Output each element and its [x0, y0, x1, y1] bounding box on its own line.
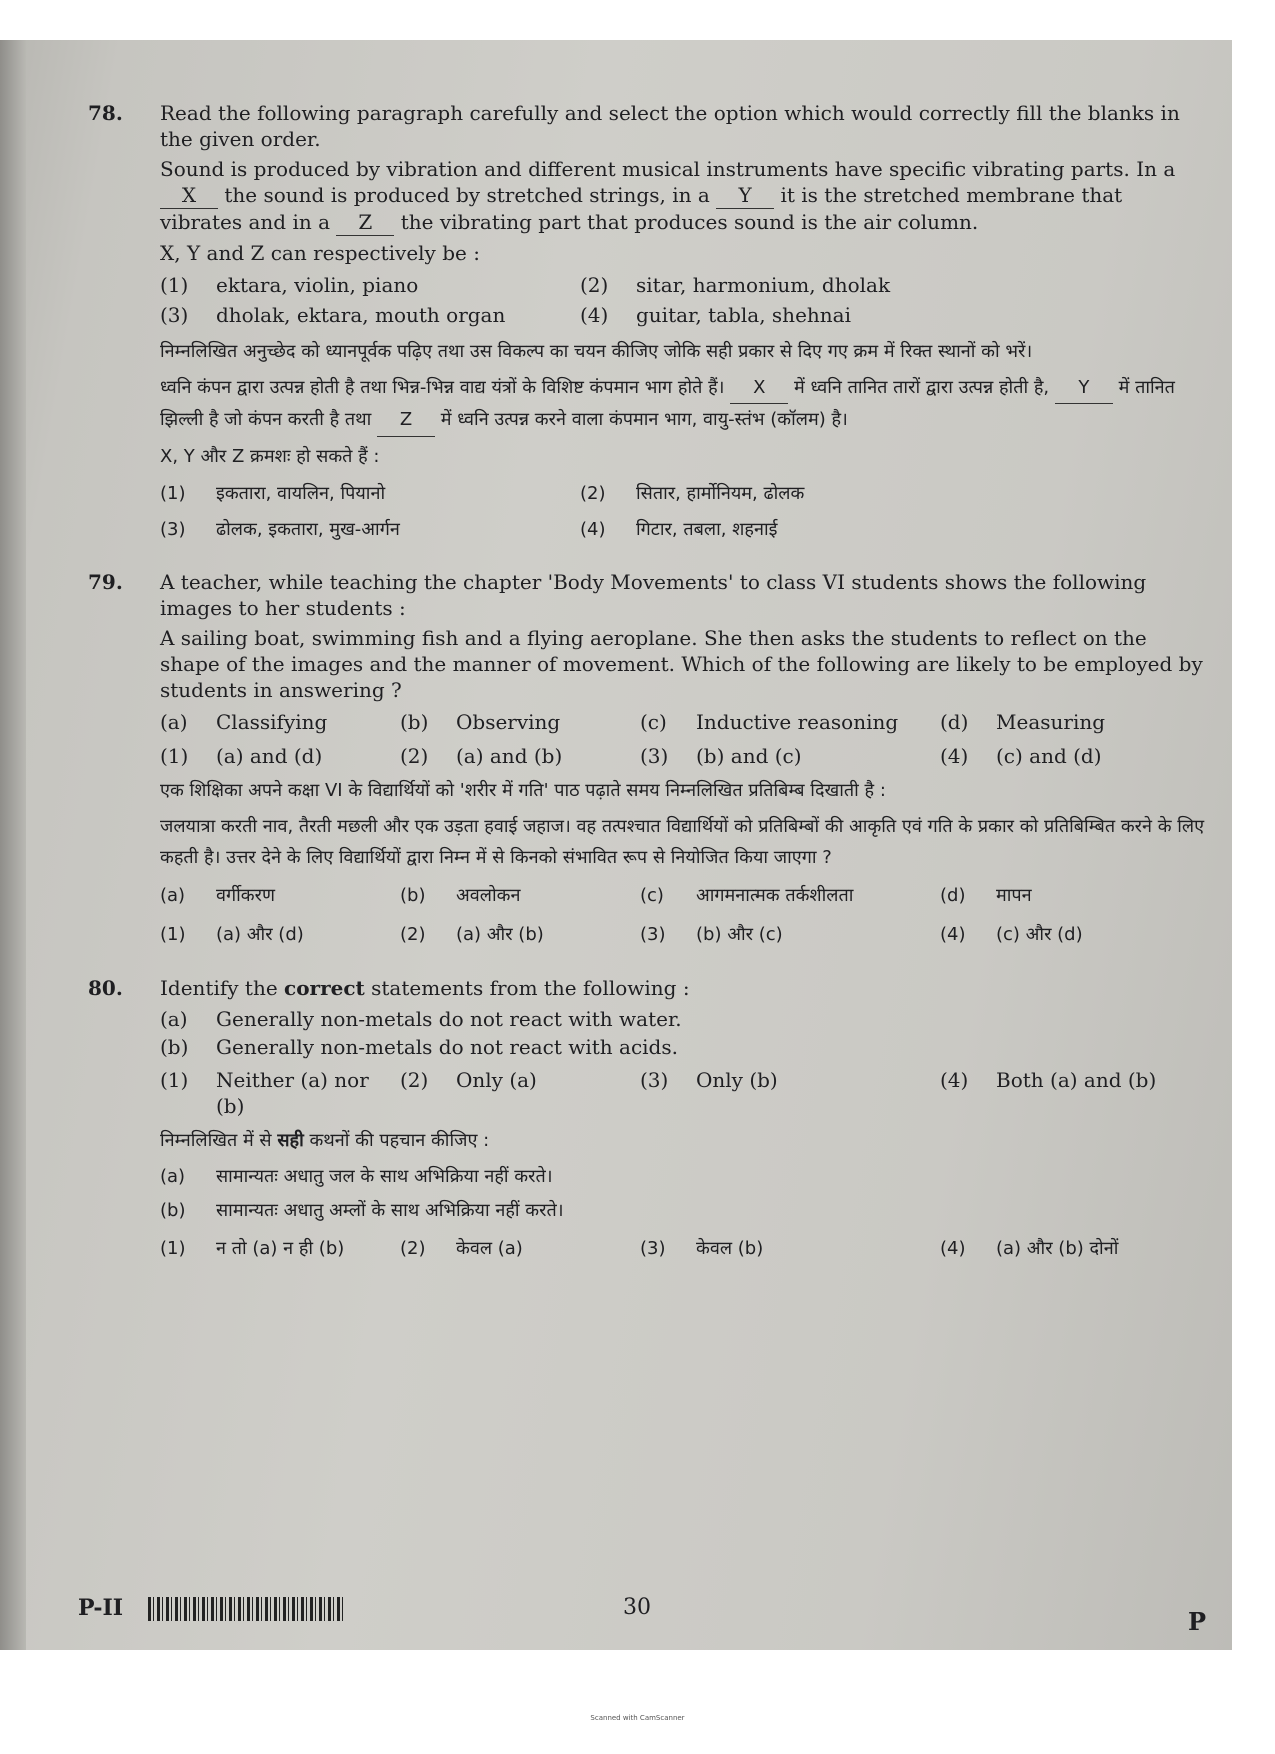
top-margin	[0, 0, 1275, 40]
options-hi	[160, 1231, 1210, 1267]
option: (1) ektara, violin, piano	[160, 273, 419, 297]
options-en	[160, 1065, 1210, 1121]
blank-z: Z	[377, 404, 435, 437]
option: (2) (a) and (b)	[400, 744, 563, 768]
stem-en: X, Y and Z can respectively be :	[160, 241, 480, 265]
blank-y: Y	[716, 182, 774, 209]
option: (2) sitar, harmonium, dholak	[580, 273, 891, 297]
items-hi	[160, 878, 1210, 914]
option: (1) न तो (a) न ही (b)	[160, 1238, 345, 1259]
options-en	[160, 741, 1210, 771]
option: (4) (c) और (d)	[940, 924, 1083, 945]
page-number: 30	[623, 1595, 651, 1620]
option: (3) ढोलक, इकतारा, मुख-आर्गन	[160, 518, 400, 540]
paragraph-en: Sound is produced by vibration and different musical instruments have specific vibrating parts. In a X the sound is produced by stretched strings, in a Y it is the stretched membrane that vibrates and in a Z the vibrating part that produces sound is the air column.	[160, 157, 1176, 234]
options-hi	[160, 917, 1210, 953]
option: (2) केवल (a)	[400, 1238, 523, 1259]
blank-z: Z	[336, 209, 394, 236]
item: (c) Inductive reasoning	[640, 710, 899, 734]
option: (4) Both (a) and (b)	[940, 1067, 1157, 1092]
blank-x: X	[160, 182, 218, 209]
instruction-hi: निम्नलिखित अनुच्छेद को ध्यानपूर्वक पढ़िए तथा उस विकल्प का चयन कीजिए जोकि सही प्रकार से दिए गए क्रम में रिक्त स्थानों को भरें।	[160, 341, 1033, 362]
option: (4) गिटार, तबला, शहनाई	[580, 518, 778, 540]
statements-hi	[160, 1160, 1210, 1227]
option: (1) इकतारा, वायलिन, पियानो	[160, 483, 386, 504]
question-number: 78.	[88, 101, 123, 125]
set-letter: P	[1188, 1607, 1207, 1636]
option: (4) (c) and (d)	[940, 744, 1102, 768]
statements-en	[160, 1005, 1210, 1061]
option: (1) (a) and (d)	[160, 744, 323, 768]
stem-hi: निम्नलिखित में से सही कथनों की पहचान कीजिए :	[160, 1129, 490, 1151]
item: (d) Measuring	[940, 710, 1106, 734]
option: (3) dholak, ektara, mouth organ	[160, 303, 506, 327]
barcode	[148, 1597, 344, 1621]
option: (4) (a) और (b) दोनों	[940, 1238, 1119, 1259]
text-hi-1: एक शिक्षिका अपने कक्षा VI के विद्यार्थियों को 'शरीर में गति' पाठ पढ़ाते समय निम्नलिखित प्रतिबिम्ब दिखाती है :	[160, 780, 886, 801]
text-en-1: A teacher, while teaching the chapter 'Body Movements' to class VI students shows the following images to her students :	[160, 570, 1147, 620]
options-en	[160, 270, 1210, 330]
text-en-2: A sailing boat, swimming fish and a flying aeroplane. She then asks the students to reflect on the shape of the images and the manner of movement. Which of the following are likely to be employed by students in answering ?	[160, 626, 1203, 702]
item: (a) वर्गीकरण	[160, 884, 276, 906]
question-79	[70, 569, 1210, 953]
scanned-page-photo	[0, 40, 1232, 1650]
question-number: 80.	[88, 975, 123, 1000]
instruction-en: Read the following paragraph carefully and select the option which would correctly fill the blanks in the given order.	[160, 101, 1180, 151]
option: (2) (a) और (b)	[400, 924, 544, 945]
blank-y: Y	[1055, 372, 1113, 405]
question-78	[70, 100, 1210, 547]
question-page	[70, 100, 1210, 1289]
option: (2) सितार, हार्मोनियम, ढोलक	[580, 483, 805, 504]
items-en	[160, 707, 1210, 737]
paragraph-hi: ध्वनि कंपन द्वारा उत्पन्न होती है तथा भिन्न-भिन्न वाद्य यंत्रों के विशिष्ट कंपमान भाग होते हैं। X में ध्वनि तानित तारों द्वारा उत्पन्न होती है, Y में तानित झिल्ली है जो कंपन करती है तथा Z में ध्वनि उत्पन्न करने वाला कंपमान भाग, वायु-स्तंभ (कॉलम) है।	[160, 372, 1210, 437]
stem-en: Identify the correct statements from the following :	[160, 975, 690, 1000]
option: (1) (a) और (d)	[160, 924, 304, 945]
question-number: 79.	[88, 570, 123, 594]
option: (4) guitar, tabla, shehnai	[580, 303, 851, 327]
option: (3) (b) और (c)	[640, 924, 783, 945]
statement: (b) सामान्यतः अधातु अम्लों के साथ अभिक्रिया नहीं करते।	[160, 1199, 564, 1221]
stem-hi: X, Y और Z क्रमशः हो सकते हैं :	[160, 445, 380, 467]
option: (3) (b) and (c)	[640, 744, 802, 768]
statement: (a) सामान्यतः अधातु जल के साथ अभिक्रिया नहीं करते।	[160, 1166, 553, 1187]
text-hi-2: जलयात्रा करती नाव, तैरती मछली और एक उड़ता हवाई जहाज। वह तत्पश्चात विद्यार्थियों को प्रतिबिम्बों की आकृति एवं गति के प्रकार को प्रतिबिम्बित करने के लिए कहती है। उत्तर देने के लिए विद्यार्थियों द्वारा निम्न में से किनको संभावित रूप से नियोजित किया जाएगा ?	[160, 815, 1205, 868]
item: (b) Observing	[400, 710, 561, 734]
option: (1) Neither (a) nor (b)	[160, 1067, 369, 1118]
item: (a) Classifying	[160, 710, 328, 734]
statement: (b) Generally non-metals do not react with acids.	[160, 1034, 678, 1059]
options-hi	[160, 476, 1210, 547]
option: (3) Only (b)	[640, 1067, 778, 1092]
page-footer	[78, 1595, 1208, 1635]
scanner-watermark: Scanned with CamScanner	[590, 1714, 685, 1722]
item: (d) मापन	[940, 884, 1032, 906]
question-80	[70, 975, 1210, 1267]
blank-x: X	[730, 372, 788, 405]
item: (b) अवलोकन	[400, 884, 521, 906]
item: (c) आगमनात्मक तर्कशीलता	[640, 884, 854, 906]
paper-code: P-II	[78, 1595, 124, 1621]
statement: (a) Generally non-metals do not react with water.	[160, 1006, 682, 1031]
option: (3) केवल (b)	[640, 1238, 764, 1259]
option: (2) Only (a)	[400, 1067, 537, 1092]
